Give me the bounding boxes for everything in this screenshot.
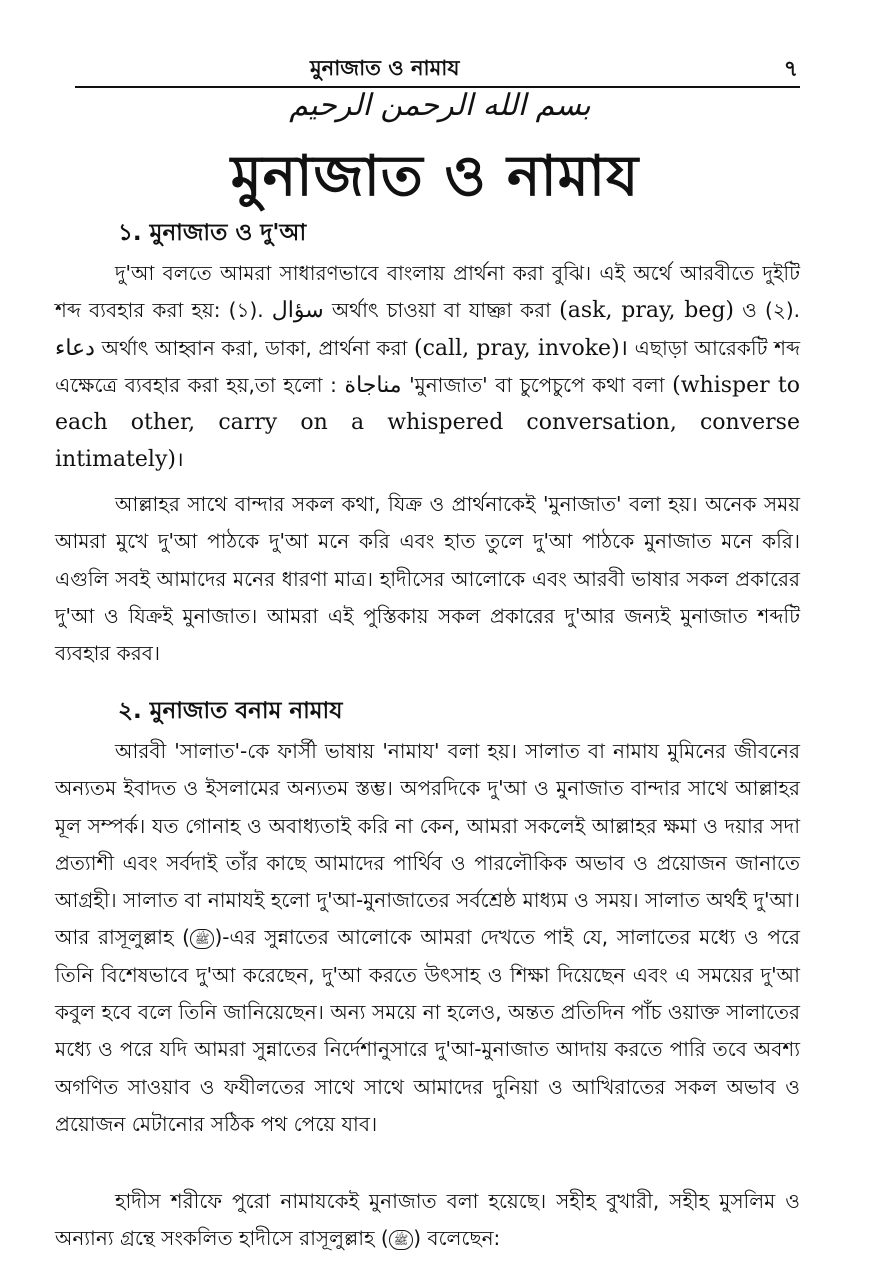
english-gloss-1: (ask, pray, beg) — [559, 298, 735, 324]
pbuh-ligature-icon: ﷺ — [389, 1230, 414, 1250]
running-header: মুনাজাত ও নামায — [310, 56, 460, 80]
section-heading-2: ২. মুনাজাত বনাম নামায — [118, 698, 343, 724]
english-gloss-2: (call, pray, invoke)। — [414, 335, 628, 361]
paragraph-1 — [55, 255, 800, 479]
english-gloss-3: (whisper to each other, carry on a whispered conversation, converse intimately) — [55, 372, 800, 473]
section-heading-1: ১. মুনাজাত ও দু'আ — [118, 220, 307, 246]
bismillah-calligraphy: بسم الله الرحمن الرحيم — [289, 88, 591, 123]
arabic-word-sual: سؤال — [271, 298, 324, 324]
chapter-title: মুনাজাত ও নামায — [230, 144, 640, 209]
page-number: ৭ — [783, 57, 798, 82]
pbuh-ligature-icon: ﷺ — [190, 929, 215, 949]
para1-text-6: 'মুনাজাত' বা চুপেচুপে কথা বলা — [409, 372, 665, 397]
para3-text-a: আরবী 'সালাত'-কে ফার্সী ভাষায় 'নামায' বলা হয়। সালাত বা নামায মুমিনের জীবনের অন্যতম ইবাদত ও ইসলামের অন্যতম স্তম্ভ। অপরদিকে দু'আ ও মুনাজাত বান্দার সাথে আল্লাহর মূল সম্পর্ক। যত গোনাহ ও অবাধ্যতাই করি না কেন, আমরা সকলেই আল্লাহর ক্ষমা ও দয়ার সদা প্রত্যাশী এবং সর্বদাই তাঁর কাছে আমাদের পার্থিব ও পারলৌকিক অভাব ও প্রয়োজন জানাতে আগ্রহী। সালাত বা নামাযই হলো দু'আ-মুনাজাতের সর্বশ্রেষ্ঠ মাধ্যম ও সময়। সালাত অর্থই দু'আ। আর রাসূলুল্লাহ ( — [55, 739, 800, 950]
para1-text-2: অর্থাৎ চাওয়া বা যাচ্ঞা করা — [331, 298, 551, 323]
para4-text-a: হাদীস শরীফে পুরো নামাযকেই মুনাজাত বলা হয়েছে। সহীহ বুখারী, সহীহ মুসলিম ও অন্যান্য গ্রন্থে সংকলিত হাদীসে রাসূলুল্লাহ ( — [55, 1189, 800, 1251]
paragraph-2 — [55, 486, 800, 672]
paragraph-3 — [55, 733, 800, 1143]
arabic-word-dua: دعاء — [55, 335, 95, 361]
para1-text-4: অর্থাৎ আহ্বান করা, ডাকা, প্রার্থনা করা — [101, 335, 408, 360]
para1-text-7: । — [175, 447, 184, 472]
para1-text-1: দু'আ বলতে আমরা সাধারণভাবে বাংলায় প্রার্থনা করা বুঝি। এই অর্থে আরবীতে দুইটি শব্দ ব্যবহার করা হয়: (১). — [55, 261, 800, 323]
arabic-word-munajat: مناجاة — [344, 372, 402, 398]
para3-text-b: )-এর সুন্নাতের আলোকে আমরা দেখতে পাই যে, সালাতের মধ্যে ও পরে তিনি বিশেষভাবে দু'আ করেছেন, দু'আ করতে উৎসাহ ও শিক্ষা দিয়েছেন এবং এ সময়ের দু'আ কবুল হবে বলে তিনি জানিয়েছেন। অন্য সময়ে না হলেও, অন্তত প্রতিদিন পাঁচ ওয়াক্ত সালাতের মধ্যে ও পরে যদি আমরা সুন্নাতের নির্দেশানুসারে দু'আ-মুনাজাত আদায় করতে পারি তবে অবশ্য অগণিত সাওয়াব ও ফযীলতের সাথে সাথে আমাদের দুনিয়া ও আখিরাতের সকল অভাব ও প্রয়োজন মেটানোর সঠিক পথ পেয়ে যাব। — [55, 925, 800, 1136]
para2-text: আল্লাহর সাথে বান্দার সকল কথা, যিক্র ও প্রার্থনাকেই 'মুনাজাত' বলা হয়। অনেক সময় আমরা মুখে দু'আ পাঠকে দু'আ মনে করি এবং হাত তুলে দু'আ পাঠকে মুনাজাত মনে করি। এগুলি সবই আমাদের মনের ধারণা মাত্র। হাদীসের আলোকে এবং আরবী ভাষার সকল প্রকারের দু'আ ও যিক্রই মুনাজাত। আমরা এই পুস্তিকায় সকল প্রকারের দু'আর জন্যই মুনাজাত শব্দটি ব্যবহার করব। — [55, 492, 800, 666]
para4-text-b: ) বলেছেন: — [413, 1226, 501, 1251]
para1-text-3: ও (২). — [742, 298, 801, 323]
paragraph-4 — [55, 1183, 800, 1258]
para1-text-5: এছাড়া আরেকটি শব্দ এক্ষেত্রে ব্যবহার করা হয়,তা হলো : — [55, 335, 800, 397]
